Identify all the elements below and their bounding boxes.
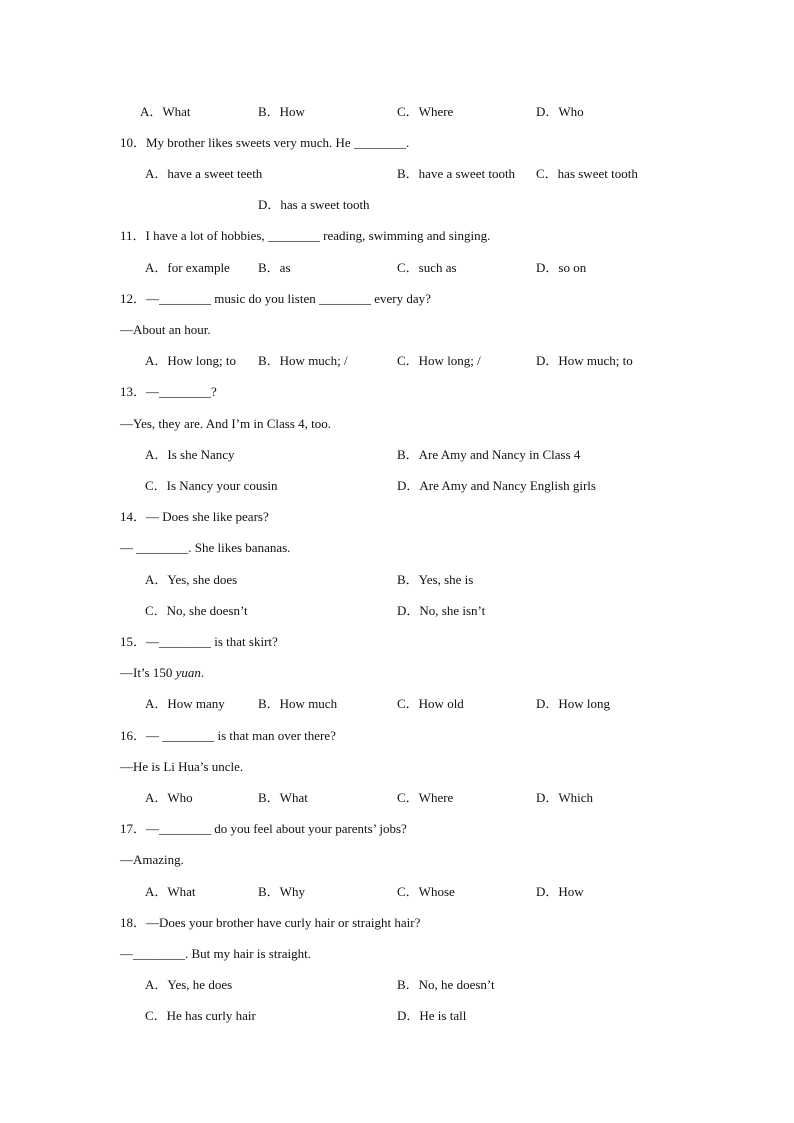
option-c: C．Where <box>397 790 454 805</box>
option-b: B．What <box>258 790 308 805</box>
answer-period: . <box>200 665 205 680</box>
option-c: C．Is Nancy your cousin <box>145 478 278 493</box>
question-stem: 13．—________? <box>120 384 217 399</box>
option-c: C．How old <box>397 696 464 711</box>
option-a: A．Yes, he does <box>145 977 233 992</box>
option-c: C．Where <box>397 104 454 119</box>
option-a: A．Who <box>145 790 193 805</box>
option-d: D．How <box>536 884 584 899</box>
dialogue-answer <box>120 665 204 681</box>
option-d: D．No, she isn’t <box>397 603 486 618</box>
dialogue-answer: —He is Li Hua’s uncle. <box>120 759 244 774</box>
option-d: D．so on <box>536 260 587 275</box>
option-d: D．He is tall <box>397 1008 467 1023</box>
option-a: A．for example <box>145 260 230 275</box>
option-c: C．Whose <box>397 884 455 899</box>
option-b: B．How <box>258 104 305 119</box>
option-c: C．has sweet tooth <box>536 166 638 181</box>
option-c: C．He has curly hair <box>145 1008 256 1023</box>
option-a: A．What <box>145 884 196 899</box>
option-b: B．have a sweet tooth <box>397 166 516 181</box>
option-c: C．No, she doesn’t <box>145 603 248 618</box>
dialogue-answer: —________. But my hair is straight. <box>120 946 312 961</box>
question-stem: 14．— Does she like pears? <box>120 509 269 524</box>
option-c: C．How long; / <box>397 353 481 368</box>
question-stem: 15．—________ is that skirt? <box>120 634 278 649</box>
option-b: B．How much <box>258 696 338 711</box>
dialogue-answer: —Yes, they are. And I’m in Class 4, too. <box>120 416 332 431</box>
question-stem: 18．—Does your brother have curly hair or straight hair? <box>120 915 421 930</box>
dialogue-answer: —Amazing. <box>120 852 184 867</box>
question-stem: 10．My brother likes sweets very much. He ________. <box>120 135 410 150</box>
question-stem: 11．I have a lot of hobbies, ________ reading, swimming and singing. <box>120 228 491 243</box>
option-b: B．Are Amy and Nancy in Class 4 <box>397 447 581 462</box>
option-b: B．as <box>258 260 291 275</box>
dialogue-answer: — ________. She likes bananas. <box>120 540 291 555</box>
answer-italic-word: yuan <box>175 665 201 680</box>
option-a: A．Is she Nancy <box>145 447 235 462</box>
option-a: A．Yes, she does <box>145 572 238 587</box>
option-b: B．How much; / <box>258 353 348 368</box>
answer-text: —It’s 150 <box>120 665 176 680</box>
option-b: B．No, he doesn’t <box>397 977 495 992</box>
option-a: A．have a sweet teeth <box>145 166 263 181</box>
dialogue-answer: —About an hour. <box>120 322 211 337</box>
option-a: A．How long; to <box>145 353 237 368</box>
option-d: D．Which <box>536 790 594 805</box>
option-c: C．such as <box>397 260 457 275</box>
option-d: D．Who <box>536 104 584 119</box>
option-b: B．Yes, she is <box>397 572 474 587</box>
option-d: D．has a sweet tooth <box>258 197 370 212</box>
option-d: D．How long <box>536 696 611 711</box>
option-d: D．Are Amy and Nancy English girls <box>397 478 596 493</box>
option-b: B．Why <box>258 884 305 899</box>
question-stem: 12．—________ music do you listen ________ every day? <box>120 291 431 306</box>
question-stem: 17．—________ do you feel about your parents’ jobs? <box>120 821 407 836</box>
question-stem: 16．— ________ is that man over there? <box>120 728 336 743</box>
option-d: D．How much; to <box>536 353 633 368</box>
option-a: A．What <box>140 104 191 119</box>
option-a: A．How many <box>145 696 225 711</box>
